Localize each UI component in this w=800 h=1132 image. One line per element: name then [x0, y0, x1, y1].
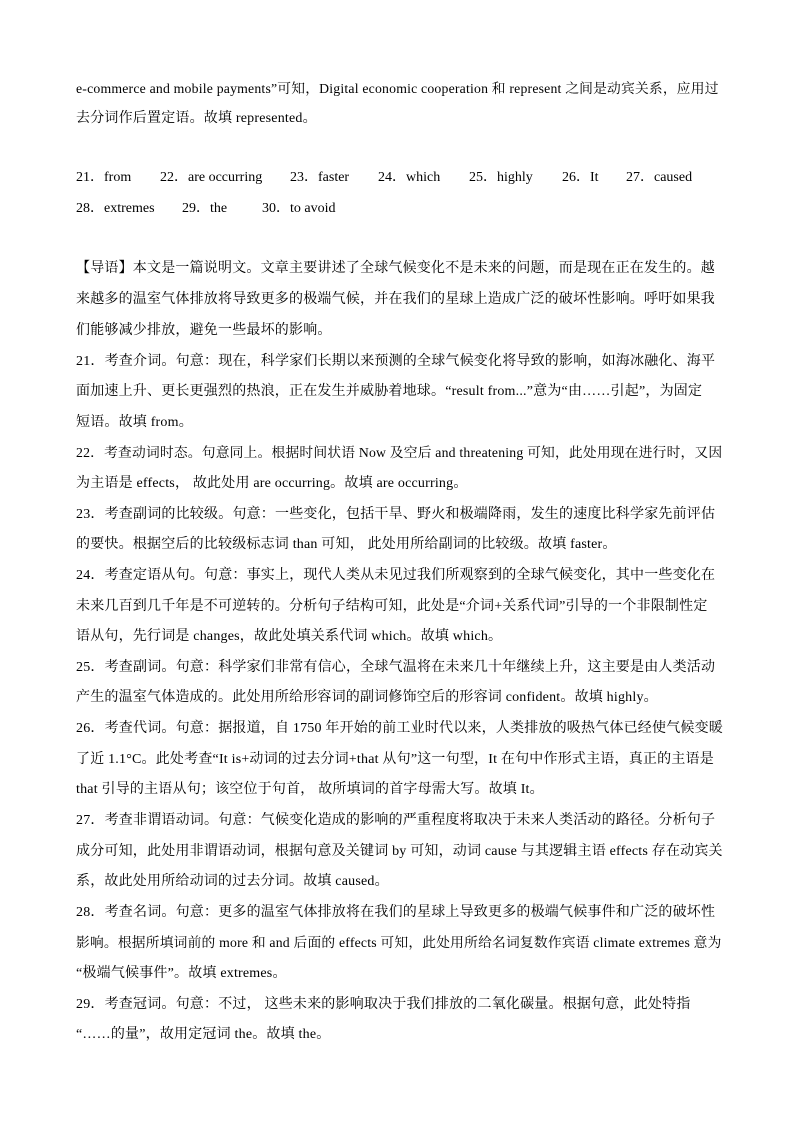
answer-item: 29．the — [182, 201, 228, 216]
body-line: that 引导的主语从句；该空位于句首， 故所填词的首字母需大写。故填 It。 — [76, 782, 544, 797]
body-line: 影响。根据所填词前的 more 和 and 后面的 effects 可知，此处用所给名词复数作宾语 climate extremes 意为 — [76, 935, 722, 950]
body-line: 25．考查副词。句意：科学家们非常有信心，全球气温将在未来几十年继续上升，这主要是由人类活动 — [76, 660, 716, 675]
body-line: 23．考查副词的比较级。句意：一些变化，包括干旱、野火和极端降雨，发生的速度比科学家先前评估 — [76, 507, 716, 522]
body-line: 了近 1.1°C。此处考查“It is+动词的过去分词+that 从句”这一句型，It 在句中作形式主语，真正的主语是 — [76, 752, 714, 767]
answer-item: 22．are occurring — [160, 170, 263, 185]
body-line: 28．考查名词。句意：更多的温室气体排放将在我们的星球上导致更多的极端气候事件和广泛的破坏性 — [76, 905, 716, 920]
body-line: 26．考查代词。句意：据报道，自 1750 年开始的前工业时代以来，人类排放的吸热气体已经使气候变暖 — [76, 721, 723, 736]
answer-item: 28．extremes — [76, 201, 155, 216]
body-line: “极端气候事件”。故填 extremes。 — [76, 966, 287, 981]
body-line: 面加速上升、更长更强烈的热浪，正在发生并威胁着地球。“result from...”意为“由……引起”，为固定 — [76, 384, 703, 399]
body-line: 短语。故填 from。 — [76, 415, 193, 430]
answer-item: 23．faster — [290, 170, 350, 185]
intro-line: e-commerce and mobile payments”可知，Digital economic cooperation 和 represent 之间是动宾关系，应用过 — [76, 81, 719, 96]
body-line: 24．考查定语从句。句意：事实上，现代人类从未见过我们所观察到的全球气候变化，其中一些变化在 — [76, 568, 716, 583]
body-line: 产生的温室气体造成的。此处用所给形容词的副词修饰空后的形容词 confident。故填 highly。 — [76, 690, 658, 705]
body-line: 未来几百到几千年是不可逆转的。分析句子结构可知，此处是“介词+关系代词”引导的一个非限制性定 — [76, 599, 708, 614]
body-line: 21．考查介词。句意：现在，科学家们长期以来预测的全球气候变化将导致的影响，如海冰融化、海平 — [76, 354, 716, 369]
answer-item: 27．caused — [626, 170, 693, 185]
answer-item: 26．It — [562, 170, 599, 185]
body-line: 【导语】本文是一篇说明文。文章主要讲述了全球气候变化不是未来的问题，而是现在正在发生的。越 — [76, 261, 715, 276]
body-line: “……的量”，故用定冠词 the。故填 the。 — [76, 1027, 331, 1042]
answer-item: 30．to avoid — [262, 201, 336, 216]
body-line: 22．考查动词时态。句意同上。根据时间状语 Now 及空后 and threatening 可知，此处用现在进行时，又因 — [76, 445, 723, 460]
body-line: 来越多的温室气体排放将导致更多的极端气候，并在我们的星球上造成广泛的破坏性影响。呼吁如果我 — [76, 292, 715, 307]
body-line: 29．考查冠词。句意：不过， 这些未来的影响取决于我们排放的二氧化碳量。根据句意，此处特指 — [76, 997, 691, 1012]
answer-item: 25．highly — [469, 170, 533, 185]
body-line: 们能够减少排放，避免一些最坏的影响。 — [76, 323, 332, 338]
body-line: 27．考查非谓语动词。句意：气候变化造成的影响的严重程度将取决于未来人类活动的路径。分析句子 — [76, 813, 716, 828]
body-line: 为主语是 effects， 故此处用 are occurring。故填 are occurring。 — [76, 476, 468, 491]
body-line: 成分可知，此处用非谓语动词，根据句意及关键词 by 可知，动词 cause 与其逻辑主语 effects 存在动宾关 — [76, 844, 723, 859]
answer-item: 21．from — [76, 170, 132, 185]
answer-item: 24．which — [378, 170, 441, 185]
body-line: 的要快。根据空后的比较级标志词 than 可知， 此处用所给副词的比较级。故填 faster。 — [76, 537, 617, 552]
body-line: 系，故此处用所给动词的过去分词。故填 caused。 — [76, 874, 389, 889]
intro-line: 去分词作后置定语。故填 represented。 — [76, 111, 317, 126]
body-line: 语从句，先行词是 changes，故此处填关系代词 which。故填 which。 — [76, 629, 503, 644]
